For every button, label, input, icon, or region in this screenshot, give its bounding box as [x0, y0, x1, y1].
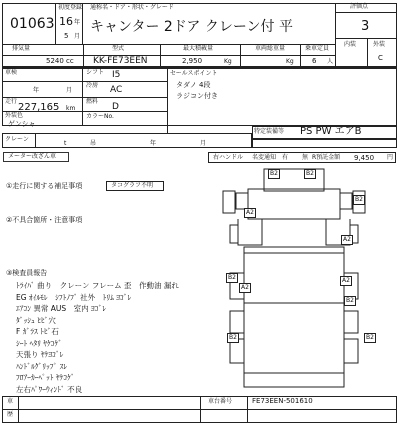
registration-year: 16 — [59, 15, 73, 28]
name-change-no: 無 — [302, 154, 309, 161]
name-change-label: 名変通知 — [252, 154, 277, 161]
crane-year: 年 — [150, 140, 157, 147]
damage-mark: B2 — [304, 169, 316, 179]
shift-value: I5 — [112, 70, 121, 80]
score-label: 評価点 — [350, 3, 369, 10]
sales-label: セールスポイント — [170, 70, 218, 77]
crane-set: 吊 — [90, 140, 97, 147]
year-unit: 年 — [74, 19, 81, 26]
inspection-month: 月 — [66, 87, 73, 94]
crane-row — [2, 133, 252, 148]
crane-label: クレーン — [5, 136, 29, 143]
total-unit: Kg — [286, 58, 294, 65]
recycle-value: 9,450 — [354, 154, 375, 162]
color-value: ゲンシャ — [8, 120, 36, 128]
mileage-unit: km — [66, 105, 76, 112]
lot-number: 01063 — [10, 16, 55, 32]
sales-point-1: タダノ 4段 — [176, 81, 211, 89]
inspection-label: 車検 — [5, 69, 18, 76]
equipment-label: 特定装備等 — [254, 128, 285, 135]
model-value: KK-FE73EEN — [93, 56, 148, 66]
recycle-unit: 円 — [387, 154, 394, 161]
seats-unit: 人 — [327, 58, 334, 65]
tachograph-text: タコグラフ不明 — [111, 182, 154, 189]
inspection-line: ﾄﾗｲﾊﾞ 曲り クレーン フレーム 歪 作動油 漏れ — [16, 281, 179, 290]
load-unit: Kg — [224, 58, 232, 65]
damage-mark: B2 — [268, 169, 280, 179]
displacement-label: 排気量 — [12, 45, 31, 52]
footer-label-1: 車 — [7, 398, 14, 405]
shift-label: シフト — [86, 69, 105, 76]
mileage-label: 走行 — [5, 98, 18, 105]
ac-value: AC — [110, 85, 123, 95]
crane-tons: t — [64, 140, 67, 147]
total-label: 車両総重量 — [255, 45, 286, 52]
recycle-label: R預託金額 — [312, 154, 341, 161]
footer-label-2: 歴 — [7, 411, 14, 418]
crane-month: 月 — [200, 140, 207, 147]
mileage-value: 227,165 — [18, 102, 60, 113]
chassis-value: FE73EEN-501610 — [252, 397, 313, 405]
inspection-section-title: ③検査員報告 — [6, 269, 48, 277]
damage-mark: A2 — [244, 208, 256, 218]
load-label: 最大積載量 — [183, 45, 214, 52]
damage-mark: B2 — [353, 195, 365, 205]
chassis-label: 車台番号 — [208, 398, 233, 405]
seats-value: 6 — [312, 57, 317, 65]
registration-month: 5 — [64, 32, 69, 40]
inspection-line: EG ｵｲﾙﾓﾚ ｼﾌﾄﾉﾌﾞ 社外 ﾄﾘﾑ ﾖｺﾞﾚ — [16, 292, 132, 302]
damage-mark: B2 — [364, 333, 376, 343]
color-label: 外装色 — [5, 112, 24, 119]
ac-label: 冷房 — [86, 82, 99, 89]
inspection-line: ﾌﾛｱｰｶｰﾍﾟｯﾄ ﾔｹｺｹﾞ — [16, 373, 75, 382]
colorcode-label: カラーNo. — [86, 113, 114, 120]
name-change-yes: 有 — [282, 154, 289, 161]
inspection-line: 天張り ﾔｹﾖｺﾞﾚ — [16, 350, 64, 359]
model-label: 型式 — [112, 45, 125, 52]
category-label: 通称名・ドア・形状・グレード — [90, 4, 174, 11]
damage-mark: A2 — [340, 276, 352, 286]
inspection-line: ﾀﾞｯｼｭ ﾋﾋﾞ穴 — [16, 315, 56, 325]
fuel-label: 燃料 — [86, 98, 99, 105]
damage-mark: A2 — [341, 235, 353, 245]
year-label: 初度登録 — [58, 4, 83, 11]
notes-section-title: ①走行に関する補足事項 — [6, 182, 83, 190]
inspection-line: ﾊﾝﾄﾞﾙｸﾞﾘｯﾌﾟ ｽﾚ — [16, 361, 68, 371]
car-name: キャンター 2ドア クレーン付 平 — [90, 19, 293, 35]
inspection-year: 年 — [33, 87, 40, 94]
seats-label: 乗車定員 — [305, 45, 330, 52]
exterior-grade: C — [378, 54, 383, 62]
equipment-value: PS PW エアB — [300, 126, 362, 137]
damage-mark: B2 — [226, 273, 238, 283]
sales-point-2: ラジコン付き — [176, 92, 218, 100]
exterior-label: 外装 — [373, 41, 386, 48]
damage-mark: B2 — [344, 296, 356, 306]
faults-section-title: ②不具合箇所・注意事項 — [6, 216, 83, 224]
inspection-line: 左右ﾊﾟﾜｰｳｨﾝﾄﾞ 不良 — [16, 384, 83, 394]
score-value: 3 — [361, 19, 370, 34]
meter-tampered-text: メーター改ざん車 — [8, 153, 57, 160]
inspection-line: ｴｱｺﾝ 異常 AUS 室内 ﾖｺﾞﾚ — [16, 304, 107, 313]
inspection-line: ｼｰﾄ ﾍﾀﾘ ﾔｹｺｹﾞ — [16, 338, 63, 348]
inspection-line: F ｶﾞﾗｽ ﾄﾋﾞ石 — [16, 327, 59, 336]
month-unit: 月 — [74, 33, 81, 40]
damage-mark: A2 — [239, 283, 251, 293]
damage-mark: B2 — [227, 333, 239, 343]
load-value: 2,950 — [182, 57, 203, 65]
interior-label: 内装 — [344, 41, 357, 48]
fuel-value: D — [112, 102, 119, 112]
handle-label: 右ハンドル — [213, 154, 244, 161]
displacement-value: 5240 cc — [46, 57, 74, 65]
